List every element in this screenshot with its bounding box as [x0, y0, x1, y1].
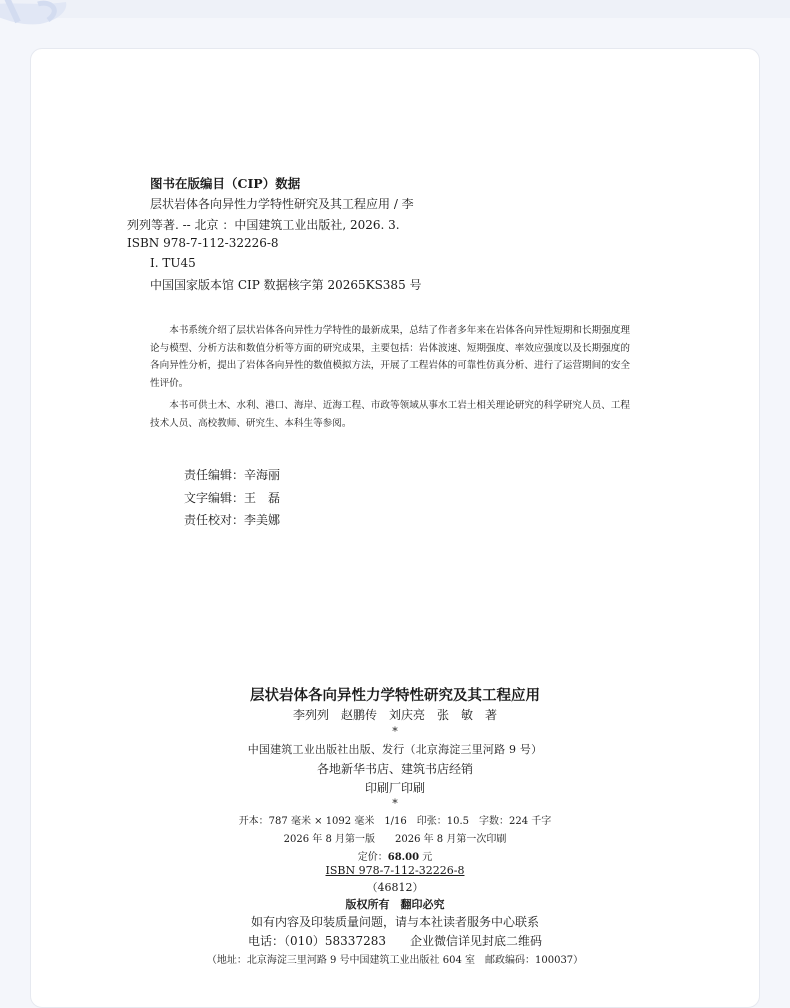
cip-line-5: 中国国家版本馆 CIP 数据核字第 20265KS385 号 — [150, 278, 422, 292]
separator-star-1: * — [392, 725, 398, 738]
text-editor: 文字编辑：王 磊 — [184, 491, 281, 505]
abstract-paragraph-1: 本书系统介绍了层状岩体各向异性力学特性的最新成果，总结了作者多年来在岩体各向异性短期和长期强度理论与模型、分析方法和数值分析等方面的研究成果，主要包括：岩体波速、短期强度、率效应强度以及长期强度的各向异性分析，提出了岩体各向异性的数值模拟方法，开展了工程岩体的可靠性仿真分析、进行了运营期间的安全性评价。 — [150, 325, 630, 389]
printer-line: 印刷厂印刷 — [364, 781, 425, 795]
isbn-line — [0, 864, 790, 877]
book-title: 层状岩体各向异性力学特性研究及其工程应用 — [250, 687, 540, 704]
price-value: 68.00 — [387, 852, 420, 863]
cip-line-2: 列列等著. -- 北京 ：中国建筑工业出版社, 2026. 3. — [127, 218, 400, 232]
rights-line: 版权所有 翻印必究 — [345, 898, 445, 911]
cip-line-4: Ⅰ. TU45 — [150, 256, 196, 270]
phone-line: 电话：（010）58337283 企业微信详见封底二维码 — [248, 934, 542, 948]
price-unit: 元 — [419, 852, 433, 863]
authors: 李列列 赵鹏传 刘庆亮 张 敏 著 — [292, 708, 497, 722]
address-line: （地址：北京海淀三里河路 9 号中国建筑工业出版社 604 室 邮政编码：100037） — [206, 955, 584, 966]
distributor-line: 各地新华书店、建筑书店经销 — [316, 762, 473, 776]
isbn-text: ISBN 978-7-112-32226-8 — [325, 864, 465, 877]
book-code: （46812） — [366, 881, 424, 894]
separator-star-2: * — [392, 797, 398, 810]
proofreader: 责任校对：李美娜 — [184, 513, 281, 527]
abstract-paragraph-2: 本书可供土木、水利、港口、海岸、近海工程、市政等领域从事水工岩土相关理论研究的科学研究人员、工程技术人员、高校教师、研究生、本科生等参阅。 — [150, 400, 630, 429]
price-line — [0, 848, 790, 863]
cip-line-3: ISBN 978-7-112-32226-8 — [127, 236, 279, 250]
cip-heading: 图书在版编目（CIP）数据 — [150, 176, 301, 191]
price-label: 定价： — [357, 852, 388, 863]
logo-fragment-icon — [0, 0, 80, 26]
publisher-line: 中国建筑工业出版社出版、发行（北京海淀三里河路 9 号） — [247, 743, 543, 756]
edition-line: 2026 年 8 月第一版 2026 年 8 月第一次印刷 — [283, 834, 507, 845]
format-line: 开本：787 毫米 × 1092 毫米 1/16 印张：10.5 字数：224 千字 — [238, 816, 552, 827]
quality-contact-line: 如有内容及印装质量问题，请与本社读者服务中心联系 — [250, 915, 539, 929]
cip-line-1: 层状岩体各向异性力学特性研究及其工程应用 / 李 — [150, 197, 414, 211]
top-band — [0, 0, 790, 18]
responsible-editor: 责任编辑：辛海丽 — [184, 468, 281, 482]
